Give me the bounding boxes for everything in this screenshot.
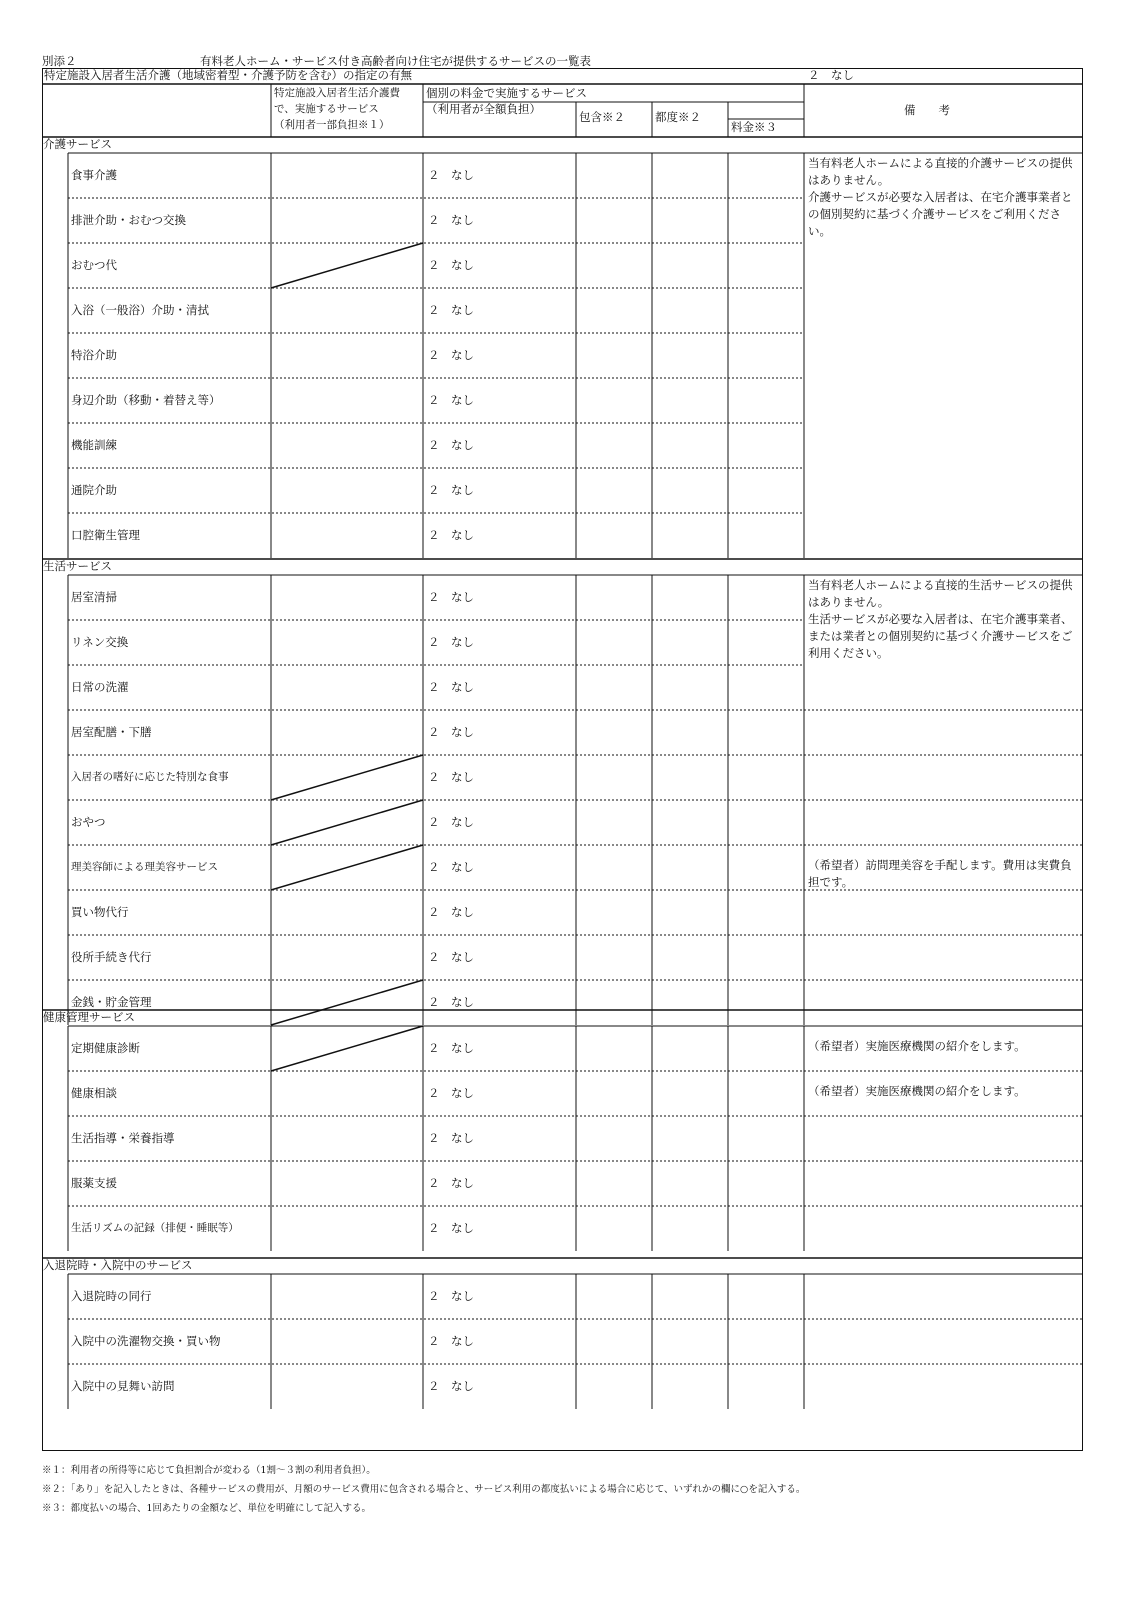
service-label: 排泄介助・おむつ交換 xyxy=(71,213,186,227)
service-label: 服薬支援 xyxy=(71,1176,117,1190)
service-label: 特浴介助 xyxy=(71,348,117,362)
service-value: ２ なし xyxy=(428,1221,474,1235)
not-applicable-slash xyxy=(271,800,423,845)
header-kobetsu-2: （利用者が全額負担） xyxy=(426,102,541,116)
section-title: 入退院時・入院中のサービス xyxy=(43,1258,193,1272)
footnote-1: ※１：利用者の所得等に応じて負担割合が変わる（1割～３割の利用者負担）。 xyxy=(42,1465,376,1476)
attachment-label: 別添２ xyxy=(42,54,77,68)
service-label: 買い物代行 xyxy=(71,905,129,919)
service-label: 金銭・貯金管理 xyxy=(71,995,152,1009)
service-value: ２ なし xyxy=(428,770,474,784)
service-label: リネン交換 xyxy=(71,635,129,649)
service-label: おむつ代 xyxy=(71,258,117,272)
service-label: 理美容師による理美容サービス xyxy=(71,861,218,873)
service-label: 入浴（一般浴）介助・清拭 xyxy=(71,303,209,317)
service-value: ２ なし xyxy=(428,168,474,182)
row-remark: （希望者）訪問理美容を手配します。費用は実費負担です。 xyxy=(808,858,1072,889)
service-value: ２ なし xyxy=(428,483,474,497)
header-tokutei-1: 特定施設入居者生活介護費 xyxy=(274,87,400,99)
designation-label: 特定施設入居者生活介護（地域密着型・介護予防を含む）の指定の有無 xyxy=(44,68,412,82)
service-label: 日常の洗濯 xyxy=(71,680,129,694)
service-value: ２ なし xyxy=(428,995,474,1009)
header-tokutei-2: で、実施するサービス xyxy=(274,103,379,115)
not-applicable-slash xyxy=(271,980,423,1025)
row-remark: （希望者）実施医療機関の紹介をします。 xyxy=(808,1039,1026,1053)
service-label: おやつ xyxy=(71,815,106,829)
section-remark: 当有料老人ホームによる直接的生活サービスの提供はありません。 生活サービスが必要な入居者は、在宅介護事業者、または業者との個別契約に基づく介護サービスをご利用ください。 xyxy=(808,578,1073,660)
service-label: 入退院時の同行 xyxy=(71,1289,152,1303)
service-value: ２ なし xyxy=(428,860,474,874)
service-label: 居室配膳・下膳 xyxy=(71,725,152,739)
table-grid-lines xyxy=(42,68,1083,1451)
not-applicable-slash xyxy=(271,755,423,800)
service-label: 口腔衛生管理 xyxy=(71,528,140,542)
service-value: ２ なし xyxy=(428,1289,474,1303)
not-applicable-slash xyxy=(271,845,423,890)
header-tsudo: 都度※２ xyxy=(655,110,701,124)
service-label: 役所手続き代行 xyxy=(71,950,152,964)
service-value: ２ なし xyxy=(428,393,474,407)
service-label: 生活指導・栄養指導 xyxy=(71,1131,175,1145)
not-applicable-slash xyxy=(271,1026,423,1071)
service-value: ２ なし xyxy=(428,1176,474,1190)
service-value: ２ なし xyxy=(428,1334,474,1348)
service-label: 健康相談 xyxy=(71,1086,117,1100)
service-value: ２ なし xyxy=(428,1131,474,1145)
service-label: 食事介護 xyxy=(71,168,117,182)
section-title: 介護サービス xyxy=(43,137,112,151)
service-value: ２ なし xyxy=(428,438,474,452)
row-remark: （希望者）実施医療機関の紹介をします。 xyxy=(808,1084,1026,1098)
service-label: 通院介助 xyxy=(71,483,117,497)
service-label: 機能訓練 xyxy=(71,438,117,452)
service-value: ２ なし xyxy=(428,528,474,542)
service-value: ２ なし xyxy=(428,635,474,649)
service-label: 居室清掃 xyxy=(71,590,117,604)
designation-value: ２ なし xyxy=(808,68,854,82)
service-value: ２ なし xyxy=(428,950,474,964)
service-label: 入居者の嗜好に応じた特別な食事 xyxy=(71,771,229,783)
service-value: ２ なし xyxy=(428,213,474,227)
not-applicable-slash xyxy=(271,243,423,288)
service-value: ２ なし xyxy=(428,1086,474,1100)
service-value: ２ なし xyxy=(428,303,474,317)
service-label: 定期健康診断 xyxy=(71,1041,140,1055)
service-label: 入院中の見舞い訪問 xyxy=(71,1379,175,1393)
service-label: 生活リズムの記録（排便・睡眠等） xyxy=(71,1222,239,1234)
document-title: 有料老人ホーム・サービス付き高齢者向け住宅が提供するサービスの一覧表 xyxy=(200,54,591,68)
service-value: ２ なし xyxy=(428,258,474,272)
header-houkatsu: 包含※２ xyxy=(579,110,625,124)
service-value: ２ なし xyxy=(428,348,474,362)
service-value: ２ なし xyxy=(428,815,474,829)
footnote-3: ※３：都度払いの場合、1回あたりの金額など、単位を明確にして記入する。 xyxy=(42,1503,372,1514)
service-label: 入院中の洗濯物交換・買い物 xyxy=(71,1334,221,1348)
service-value: ２ なし xyxy=(428,680,474,694)
section-title: 生活サービス xyxy=(43,559,112,573)
section-remark: 当有料老人ホームによる直接的介護サービスの提供はありません。 介護サービスが必要な入居者は、在宅介護事業者との個別契約に基づく介護サービスをご利用ください。 xyxy=(808,156,1073,238)
header-ryokin: 料金※３ xyxy=(731,120,777,134)
header-biko: 備 考 xyxy=(904,103,950,117)
service-value: ２ なし xyxy=(428,590,474,604)
header-tokutei-3: （利用者一部負担※１） xyxy=(274,119,390,131)
service-value: ２ なし xyxy=(428,725,474,739)
footnote-2: ※２：「あり」を記入したときは、各種サービスの費用が、月額のサービス費用に包含される場合と、サービス利用の都度払いによる場合に応じて、いずれかの欄に○を記入する。 xyxy=(42,1484,806,1495)
service-table xyxy=(42,68,1083,1451)
header-kobetsu-1: 個別の料金で実施するサービス xyxy=(426,86,587,100)
section-title: 健康管理サービス xyxy=(43,1010,135,1024)
service-value: ２ なし xyxy=(428,1379,474,1393)
service-value: ２ なし xyxy=(428,1041,474,1055)
service-value: ２ なし xyxy=(428,905,474,919)
service-label: 身辺介助（移動・着替え等） xyxy=(71,393,221,407)
